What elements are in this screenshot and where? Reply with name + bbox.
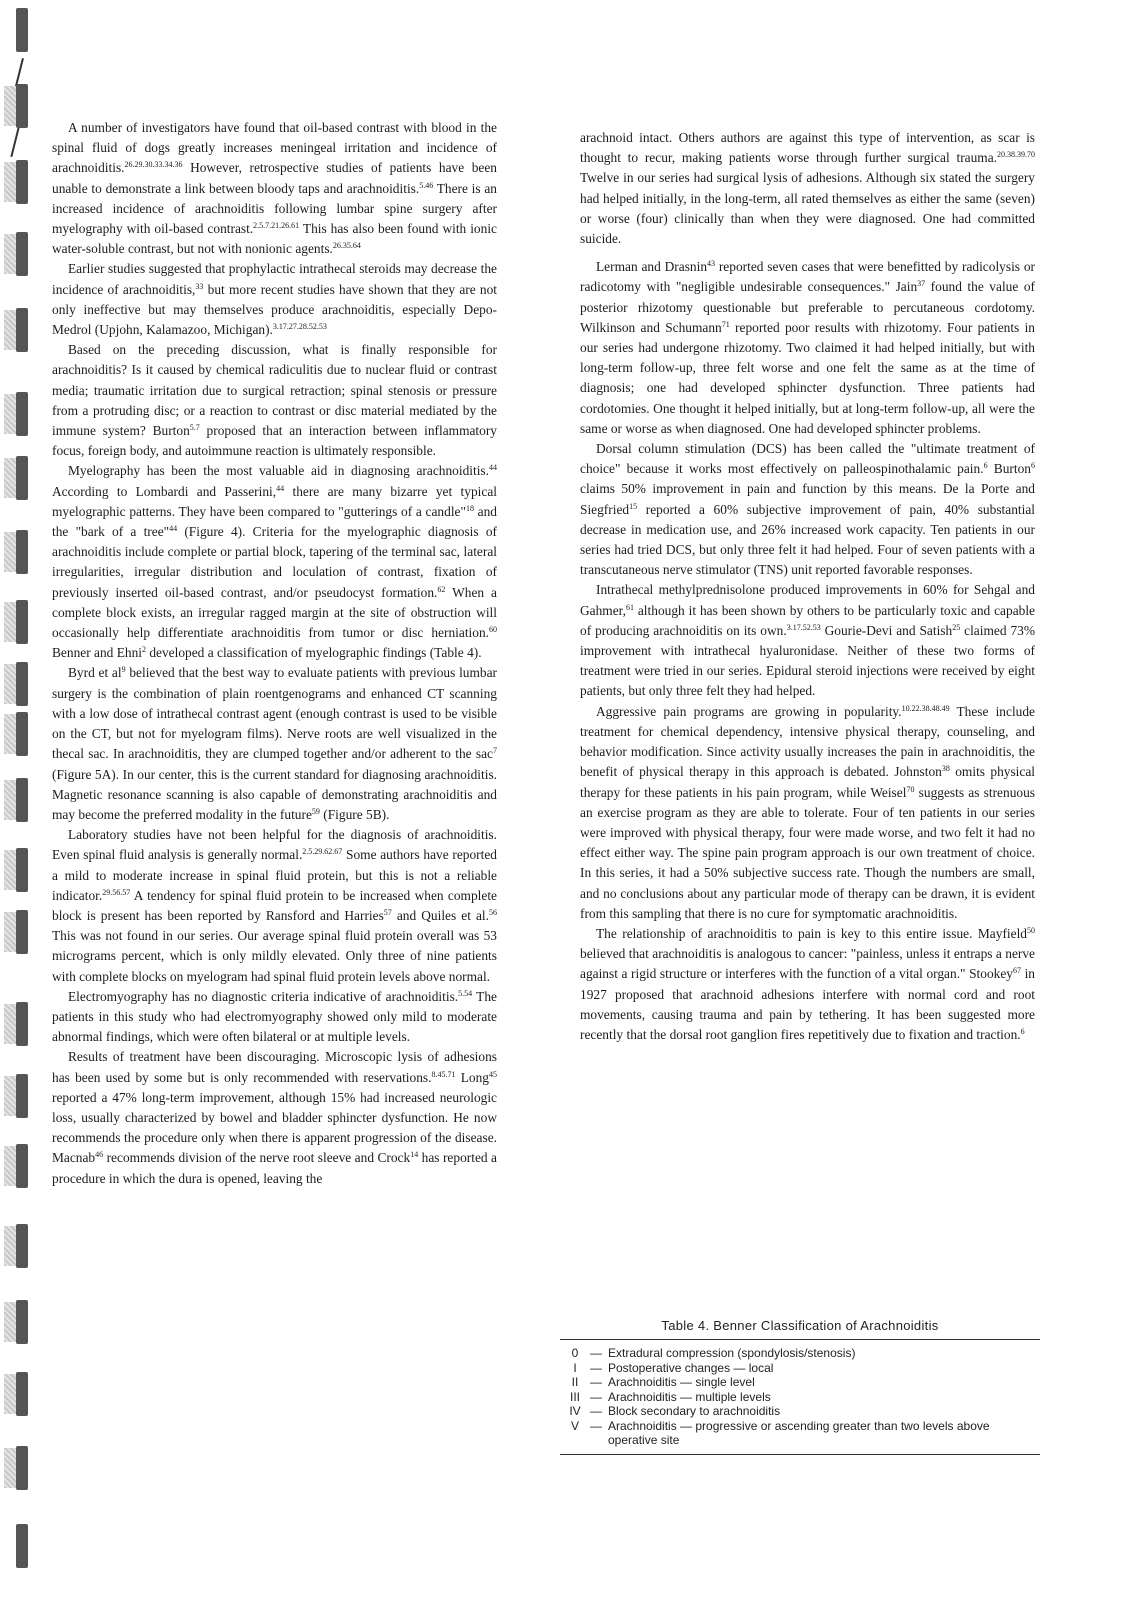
- dash-cell: —: [590, 1375, 602, 1389]
- grade-cell: V: [570, 1418, 579, 1433]
- binder-hole-mark: [4, 1524, 32, 1568]
- paragraph-steroids: Earlier studies suggested that prophylactic intrathecal steroids may decrease the incidence of arachnoiditis,$^{33}$ but more recent studies have shown that they are not only ineffective but may themselves produce arachnoiditis, especially Depo-Medrol (Upjohn, Kalamazoo, Michigan).$^{3.17.27.28.52.53}$: [52, 261, 497, 338]
- table-row: [560, 1346, 1040, 1361]
- binder-hole-mark: [4, 712, 32, 756]
- grade-cell: III: [569, 1389, 580, 1404]
- binder-hole-mark: [4, 1372, 32, 1416]
- binder-hole-mark: [4, 1144, 32, 1188]
- binder-hole-mark: [4, 910, 32, 954]
- binder-hole-mark: [4, 160, 32, 204]
- binder-margin-marks: [0, 0, 34, 1600]
- binder-hole-mark: [4, 1074, 32, 1118]
- paragraph-pain-relationship: The relationship of arachnoiditis to pain is key to this entire issue. Mayfield$^{50}$ believed that arachnoiditis is analogous to cancer: "painless, unless it entraps a nerve against a rigid structure or interferes with the function of a vital organ." Stookey$^{67}$ in 1927 proposed that arachnoid adhesions interfere with normal cord and root movements, causing trauma and pain by tethering. It has been suggested more recently that the dorsal root ganglion fires repetitively due to fixation and traction.$^6$: [580, 925, 1036, 1042]
- binder-hole-mark: [4, 1224, 32, 1268]
- binder-hole-mark: [4, 1002, 32, 1046]
- binder-hole-mark: [4, 600, 32, 644]
- binder-hole-mark: [4, 392, 32, 436]
- dash-cell: —: [590, 1404, 602, 1418]
- table-bottom-rule: [560, 1454, 1040, 1455]
- binder-hole-mark: [4, 1300, 32, 1344]
- binder-hole-mark: [4, 456, 32, 500]
- paragraph-rhizotomy: Lerman and Drasnin$^{43}$ reported seven cases that were benefitted by radicolysis or radicotomy with "negligible undesirable consequences." Jain$^{37}$ found the value of posterior rhizotomy questionable but preferable to percutaneous cordotomy. Wilkinson and Schumann$^{71}$ reported poor results with rhizotomy. Four patients in our series had undergone rhizotomy. Two claimed it had helped initially, but with long-term follow-up, three felt worse and one felt the same as at the time of diagnosis; one had developed sphincter dysfunction. Three patients had cordotomies. One thought it helped initially, but at long-term follow-up, all were the same or worse as when diagnosed. One had developed sphincter problems.: [580, 259, 1035, 436]
- binder-hole-mark: [4, 1446, 32, 1490]
- paragraph-lysis-continued: arachnoid intact. Others authors are against this type of intervention, as scar is thought to recur, making patients worse through further surgical trauma.$^{20.38.39.70}$ Twelve in our series had surgical lysis of adhesions. Although six stated the surgery had helped initially, in the long-term, all rated themselves as either the same (seven) or worse (four) clinically than when they were diagnosed. One had committed suicide.: [580, 130, 1035, 247]
- paragraph-responsible-cause: Based on the preceding discussion, what is finally responsible for arachnoiditis? Is it caused by chemical radiculitis due to nuclear fluid or contrast media; traumatic irritation due to surgical retraction; spinal stenosis or pressure from a protruding disc; or a reaction to contrast or disc material mediated by the immune system? Burton$^{5.7}$ proposed that an interaction between inflammatory focus, foreign body, and autoimmune reaction is ultimately responsible.: [52, 342, 497, 459]
- paragraph-intrathecal: Intrathecal methylprednisolone produced improvements in 60% for Sehgal and Gahmer,$^{61}$ although it has been shown by others to be particularly toxic and capable of producing arachnoiditis on its own.$^{3.17.52.53}$ Gourie-Devi and Satish$^{25}$ claimed 73% improvement with intrathecal hyaluronidase. Neither of these two forms of treatment were tried in our series. Epidural steroid injections were received by eight patients, but only three felt they had helped.: [580, 582, 1035, 699]
- paragraph-oil-contrast: A number of investigators have found that oil-based contrast with blood in the spinal fluid of dogs greatly increases meningeal irritation and incidence of arachnoiditis.$^{26.29.30.33.34.36}$ However, retrospective studies of patients have been unable to demonstrate a link between bloody taps and arachnoiditis.$^{5.46}$ There is an increased incidence of arachnoiditis following lumbar spine surgery after myelography with oil-based contrast.$^{2.5.7.21.26.61}$ This has also been found with ionic water-soluble contrast, but not with nonionic agents.$^{26.35.64}$: [52, 120, 497, 257]
- table-row: [560, 1419, 1040, 1448]
- description-cell: Postoperative changes — local: [608, 1360, 774, 1375]
- binder-hole-mark: [4, 308, 32, 352]
- binder-hole-mark: [4, 84, 32, 128]
- paragraph-laboratory: Laboratory studies have not been helpful for the diagnosis of arachnoiditis. Even spinal fluid analysis is generally normal.$^{2.5.29.62.67}$ Some authors have reported a mild to moderate increase in spinal fluid protein, but this is not a reliable indicator.$^{29.56.57}$ A tendency for spinal fluid protein to be increased when complete block is present has been reported by Ransford and Harries$^{57}$ and Quiles et al.$^{56}$ This was not found in our series. Our average spinal fluid protein overall was 53 micrograms percent, which is only mildly elevated. Only three of nine patients with complete blocks on myelogram had spinal fluid protein levels above normal.: [52, 827, 497, 984]
- right-column: [580, 128, 1035, 1045]
- description-cell: Arachnoiditis — multiple levels: [608, 1389, 771, 1404]
- dash-cell: —: [590, 1346, 602, 1360]
- table-row: [560, 1390, 1040, 1405]
- paragraph-treatment-results: Results of treatment have been discouraging. Microscopic lysis of adhesions has been used by some but is only recommended with reservations.$^{8.45.71}$ Long$^{45}$ reported a 47% long-term improvement, although 15% had increased neurologic loss, usually characterized by bowel and bladder sphincter dysfunction. He now recommends the procedure only when there is apparent progression of the disease. Macnab$^{46}$ recommends division of the nerve root sleeve and Crock$^{14}$ has reported a procedure in which the dura is opened, leaving the: [52, 1049, 497, 1186]
- description-cell: Block secondary to arachnoiditis: [608, 1404, 781, 1418]
- binder-hole-mark: [4, 662, 32, 706]
- description-cell: Arachnoiditis — progressive or ascending greater than two levels above operative site: [608, 1418, 990, 1447]
- grade-cell: 0: [571, 1346, 579, 1360]
- paragraph-ct-scanning: Byrd et $al^9$ believed that the best way to evaluate patients with previous lumbar surgery is the combination of plain roentgenograms and enhanced CT scanning with a low dose of intrathecal contrast agent (enough contrast is used to be visible on the CT, but not for myelogram films). Nerve roots are well visualized in the thecal sac. In arachnoiditis, they are clumped together and/or adherent to the sac$^7$ (Figure 5A). In our center, this is the current standard for diagnosing arachnoiditis. Magnetic resonance scanning is also capable of demonstrating arachnoiditis and may become the preferred modality in the future$^{59}$ (Figure 5B).: [52, 665, 497, 822]
- table-row: [560, 1375, 1040, 1390]
- paragraph-pain-programs: Aggressive pain programs are growing in popularity.$^{10.22.38.48.49}$ These include treatment for chemical dependency, intensive physical therapy, counseling, and behavior modification. Since activity usually increases the pain in arachnoiditis, the benefit of physical therapy in this approach is debated. Johnston$^{38}$ omits physical therapy for these patients in his pain program, while Weisel$^{70}$ suggests as strenuous an exercise program as they are able to tolerate. Four of ten patients in our series were improved with physical therapy, four were made worse, and two felt it had no effect either way. The spine pain program approach is our own treatment of choice. In this series, it had a 50% subjective success rate. Though the numbers are small, and no conclusions about any particular mode of therapy can be drawn, it is evident from this sampling that there is no cure for symptomatic arachnoiditis.: [580, 703, 1036, 921]
- description-cell: Extradural compression (spondylosis/stenosis): [608, 1346, 856, 1360]
- grade-cell: II: [571, 1375, 579, 1389]
- description-cell: Arachnoiditis — single level: [608, 1375, 755, 1389]
- left-column: [52, 118, 497, 1189]
- dash-cell: —: [590, 1389, 602, 1404]
- table-4-benner-classification: [560, 1318, 1040, 1455]
- binder-hole-mark: [4, 8, 32, 52]
- binder-hole-mark: [4, 778, 32, 822]
- binder-hole-mark: [4, 530, 32, 574]
- paragraph-electromyography: Electromyography has no diagnostic criteria indicative of arachnoiditis.$^{5.54}$ The patients in this study who had electromyography showed only mild to moderate abnormal findings, which were often bilateral or at multiple levels.: [52, 988, 497, 1045]
- table-row: [560, 1404, 1040, 1419]
- grade-cell: IV: [569, 1404, 581, 1418]
- grade-cell: I: [573, 1360, 577, 1375]
- binder-hole-mark: [4, 232, 32, 276]
- dash-cell: —: [590, 1418, 602, 1433]
- binder-hole-mark: [4, 848, 32, 892]
- dash-cell: —: [590, 1360, 602, 1375]
- paragraph-myelography: Myelography has been the most valuable aid in diagnosing arachnoiditis.$^{44}$ According to Lombardi and Passerini,$^{44}$ there are many bizarre yet typical myelographic patterns. They have been compared to "gutterings of a candle"$^{18}$ and the "bark of a tree"$^{44}$ (Figure 4). Criteria for the myelographic diagnosis of arachnoiditis include complete or partial block, tapering of the terminal sac, lateral irregularities, irregular distribution and loculation of contrast, fixation of previously inserted oil-based contrast, and/or pseudocyst formation.$^{62}$ When a complete block exists, an irregular ragged margin at the site of obstruction will occasionally help differentiate arachnoiditis from tumor or disc herniation.$^{60}$ Benner and Ehni$^2$ developed a classification of myelographic findings (Table 4).: [52, 463, 497, 661]
- table-rows: [560, 1340, 1040, 1454]
- table-row: [560, 1361, 1040, 1376]
- paragraph-dorsal-column-stimulation: Dorsal column stimulation (DCS) has been called the "ultimate treatment of choice" because it works most effectively on palleospinothalamic pain.$^6$ Burton$^6$ claims 50% improvement in pain and function by this means. De la Porte and Siegfried$^{15}$ reported a 60% subjective improvement of pain, 40% substantial decrease in medication use, and 26% increased work capacity. Ten patients in our series had tried DCS, but only three felt it had helped. Four of seven patients with a transcutaneous nerve stimulator (TNS) unit reported favorable responses.: [580, 441, 1035, 578]
- table-caption: Table 4. Benner Classification of Arachnoiditis: [661, 1318, 939, 1333]
